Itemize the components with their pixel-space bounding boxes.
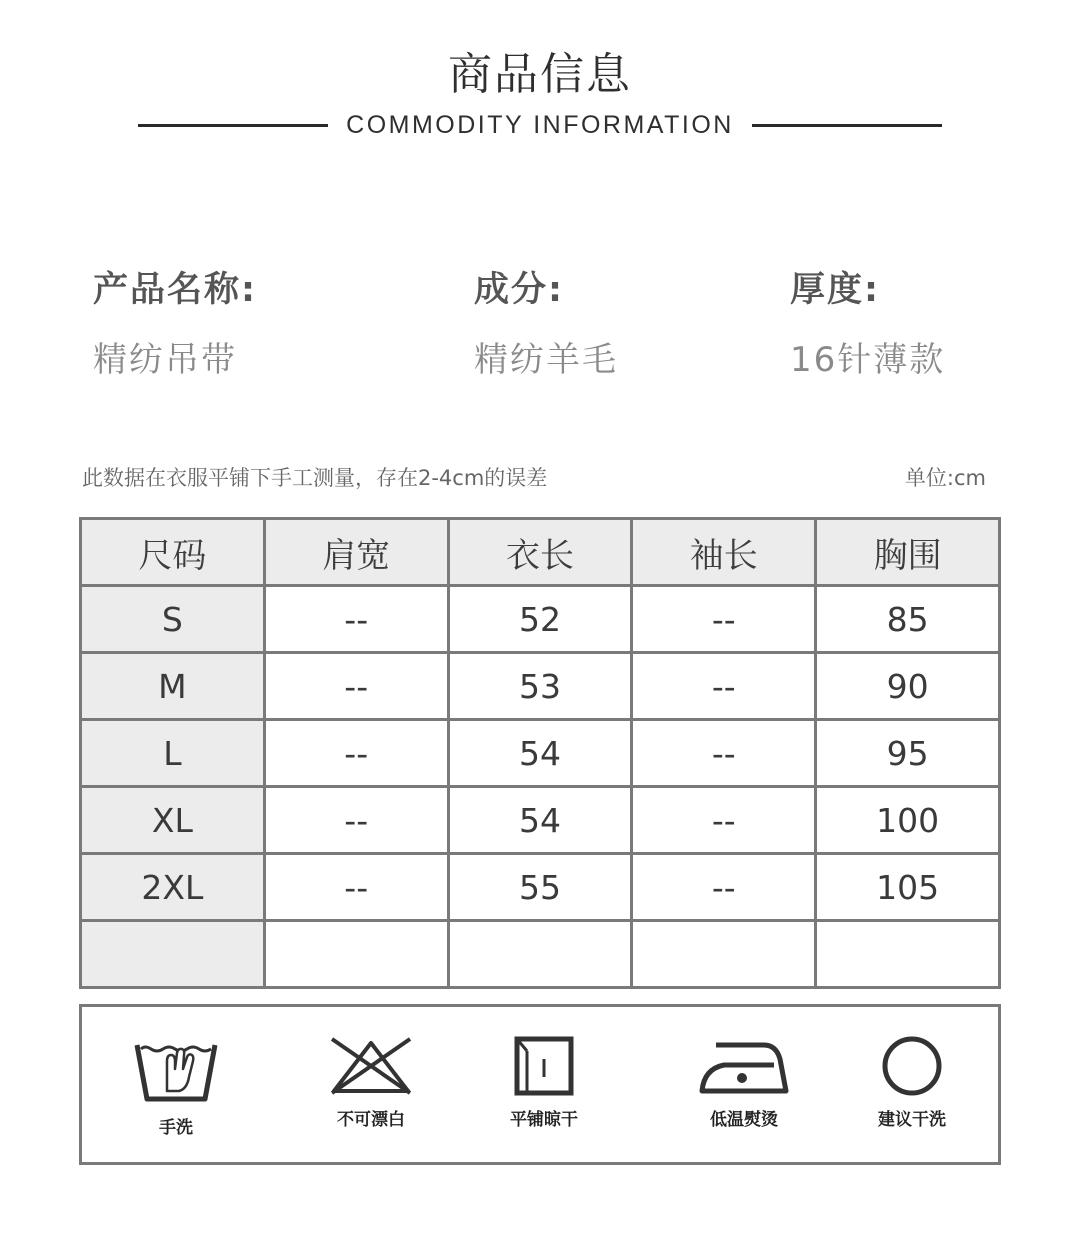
table-cell xyxy=(816,921,1000,988)
table-row xyxy=(81,921,1000,988)
info-value: 精纺羊毛 xyxy=(474,340,618,380)
table-cell xyxy=(448,921,632,988)
unit-label: 单位:cm xyxy=(904,466,986,490)
table-row xyxy=(81,787,1000,854)
care-item-dry-clean xyxy=(842,1035,982,1130)
divider-left xyxy=(138,124,328,127)
care-label: 建议干洗 xyxy=(878,1110,946,1130)
size-cell: S xyxy=(81,586,265,653)
table-cell: -- xyxy=(632,787,816,854)
table-cell: -- xyxy=(264,586,448,653)
dry-clean-icon xyxy=(867,1035,957,1097)
no-bleach-icon xyxy=(326,1035,416,1097)
table-row xyxy=(81,586,1000,653)
page-subtitle: COMMODITY INFORMATION xyxy=(346,110,734,139)
header-cell: 袖长 xyxy=(632,519,816,586)
table-row xyxy=(81,854,1000,921)
header-cell: 衣长 xyxy=(448,519,632,586)
table-cell: -- xyxy=(632,720,816,787)
table-cell: 100 xyxy=(816,787,1000,854)
info-label: 成分: xyxy=(474,270,564,310)
care-item-no-bleach xyxy=(301,1035,441,1130)
divider-right xyxy=(752,124,942,127)
info-label: 产品名称: xyxy=(93,270,257,310)
care-label: 平铺晾干 xyxy=(510,1110,578,1130)
header-cell: 尺码 xyxy=(81,519,265,586)
table-cell: 95 xyxy=(816,720,1000,787)
header-cell: 胸围 xyxy=(816,519,1000,586)
table-cell: 90 xyxy=(816,653,1000,720)
care-label: 低温熨烫 xyxy=(710,1110,778,1130)
info-value: 精纺吊带 xyxy=(93,340,237,380)
page-title: 商品信息 xyxy=(448,49,632,100)
table-cell xyxy=(264,921,448,988)
header-cell: 肩宽 xyxy=(264,519,448,586)
info-value: 16针薄款 xyxy=(790,340,946,380)
size-cell: M xyxy=(81,653,265,720)
care-item-hand-wash xyxy=(106,1035,246,1138)
care-label: 手洗 xyxy=(159,1118,193,1138)
info-product-name xyxy=(93,262,257,381)
table-cell: -- xyxy=(632,653,816,720)
care-instructions xyxy=(79,1004,1001,1165)
table-cell: 52 xyxy=(448,586,632,653)
size-cell: XL xyxy=(81,787,265,854)
table-cell: 53 xyxy=(448,653,632,720)
care-item-dry-flat xyxy=(474,1035,614,1130)
size-cell: 2XL xyxy=(81,854,265,921)
low-iron-icon xyxy=(696,1035,792,1097)
table-cell: 105 xyxy=(816,854,1000,921)
table-cell: 55 xyxy=(448,854,632,921)
table-row xyxy=(81,653,1000,720)
table-header-row xyxy=(81,519,1000,586)
info-thickness xyxy=(790,262,945,381)
table-cell: -- xyxy=(264,854,448,921)
size-table xyxy=(79,517,1001,989)
measurement-note: 此数据在衣服平铺下手工测量，存在2-4cm的误差 xyxy=(82,466,548,490)
table-cell: 54 xyxy=(448,720,632,787)
table-row xyxy=(81,720,1000,787)
subtitle-row xyxy=(138,108,942,142)
size-cell: L xyxy=(81,720,265,787)
hand-wash-icon xyxy=(131,1035,221,1105)
table-cell: -- xyxy=(264,653,448,720)
table-cell: -- xyxy=(632,854,816,921)
size-cell xyxy=(81,921,265,988)
table-cell xyxy=(632,921,816,988)
info-composition xyxy=(474,262,618,381)
care-label: 不可漂白 xyxy=(337,1110,405,1130)
info-label: 厚度: xyxy=(790,270,880,310)
dry-flat-icon xyxy=(499,1035,589,1097)
table-cell: 54 xyxy=(448,787,632,854)
table-cell: -- xyxy=(632,586,816,653)
care-item-low-iron xyxy=(674,1035,814,1130)
table-cell: -- xyxy=(264,787,448,854)
table-cell: 85 xyxy=(816,586,1000,653)
table-cell: -- xyxy=(264,720,448,787)
